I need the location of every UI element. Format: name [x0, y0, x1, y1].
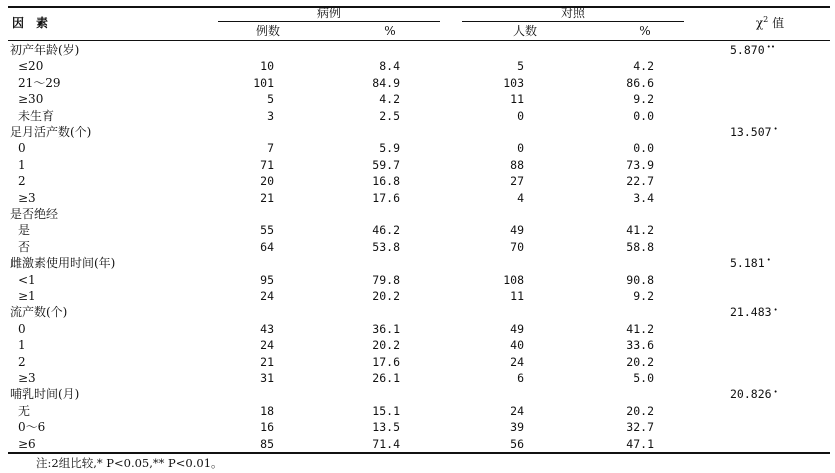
- case-percent: 8.4: [379, 59, 400, 74]
- row-sublabel: 2: [18, 354, 26, 369]
- control-count: 108: [503, 272, 524, 287]
- row-sublabel: 无: [18, 403, 31, 418]
- control-percent: 0.0: [633, 141, 654, 156]
- control-percent: 20.2: [626, 354, 654, 369]
- case-count: 43: [260, 321, 274, 336]
- chi-square-value: [730, 305, 778, 320]
- case-count: 3: [267, 108, 274, 123]
- case-percent: 79.8: [372, 272, 400, 287]
- row-sublabel: 0～6: [18, 420, 46, 435]
- case-count: 24: [260, 289, 274, 303]
- header-control-count: 人数: [512, 24, 537, 38]
- case-count: 101: [253, 75, 274, 90]
- header-control-percent: %: [639, 24, 651, 38]
- case-group-rule: [218, 21, 440, 22]
- case-percent: 84.9: [372, 75, 400, 90]
- case-percent: 13.5: [372, 420, 400, 435]
- case-count: 21: [260, 354, 274, 369]
- header-control: 对照: [560, 6, 585, 20]
- row-sublabel: ≥1: [18, 289, 36, 303]
- row-sublabel: 否: [18, 239, 31, 254]
- control-percent: 0.0: [633, 108, 654, 123]
- row-sublabel: 2: [18, 174, 26, 189]
- control-percent: 9.2: [633, 92, 654, 107]
- case-percent: 16.8: [372, 174, 400, 189]
- control-percent: 47.1: [626, 436, 654, 451]
- control-count: 39: [510, 420, 524, 435]
- row-sublabel: 1: [18, 338, 26, 353]
- row-category: 初产年龄(岁): [10, 43, 80, 57]
- case-percent: 59.7: [372, 157, 400, 172]
- control-count: 40: [510, 338, 524, 353]
- control-percent: 9.2: [633, 289, 654, 303]
- control-percent: 86.6: [626, 75, 654, 90]
- control-count: 56: [510, 436, 524, 451]
- control-percent: 41.2: [626, 223, 654, 238]
- control-percent: 33.6: [626, 338, 654, 353]
- control-count: 24: [510, 354, 524, 369]
- chi-square-value: [730, 387, 778, 402]
- control-group-rule: [462, 21, 684, 22]
- chi-number: 5.870: [730, 43, 765, 57]
- control-count: 24: [510, 403, 524, 418]
- header-rule: [8, 40, 830, 41]
- control-count: 4: [517, 190, 524, 205]
- header-case-percent: %: [384, 24, 396, 38]
- case-percent: 17.6: [372, 190, 400, 205]
- control-count: 49: [510, 223, 524, 238]
- control-percent: 90.8: [626, 272, 654, 287]
- case-count: 20: [260, 174, 274, 189]
- case-count: 95: [260, 272, 274, 287]
- case-count: 71: [260, 157, 274, 172]
- row-category: 流产数(个): [10, 305, 68, 320]
- case-count: 55: [260, 223, 274, 238]
- case-percent: 4.2: [379, 92, 400, 107]
- row-sublabel: 是: [18, 223, 31, 238]
- row-sublabel: 未生育: [18, 108, 55, 123]
- case-count: 16: [260, 420, 274, 435]
- chi-square-value: [730, 256, 771, 271]
- control-percent: 32.7: [626, 420, 654, 435]
- control-count: 6: [517, 371, 524, 385]
- row-sublabel: ≤20: [18, 59, 44, 74]
- case-percent: 15.1: [372, 403, 400, 418]
- row-category: 雌激素使用时间(年): [10, 256, 116, 271]
- header-factor: 因 素: [12, 16, 49, 30]
- case-percent: 2.5: [379, 108, 400, 123]
- chi-square-value: [730, 43, 775, 58]
- control-count: 11: [510, 92, 524, 107]
- control-percent: 5.0: [633, 371, 654, 385]
- case-count: 31: [260, 371, 274, 385]
- control-percent: 3.4: [633, 190, 654, 205]
- chi-symbol: χ: [755, 16, 764, 30]
- case-percent: 46.2: [372, 223, 400, 238]
- control-percent: 4.2: [633, 59, 654, 74]
- row-category: 足月活产数(个): [10, 125, 92, 139]
- chi-number: 21.483: [730, 305, 772, 320]
- row-sublabel: 0: [18, 141, 26, 156]
- case-count: 18: [260, 403, 274, 418]
- case-percent: 53.8: [372, 239, 400, 254]
- row-category: 哺乳时间(月): [10, 387, 80, 402]
- chi-number: 20.826: [730, 387, 772, 402]
- row-sublabel: ≥30: [18, 92, 44, 107]
- significance-mark: •: [773, 305, 778, 314]
- control-percent: 73.9: [626, 157, 654, 172]
- control-count: 103: [503, 75, 524, 90]
- control-count: 5: [517, 59, 524, 74]
- control-percent: 41.2: [626, 321, 654, 336]
- control-percent: 22.7: [626, 174, 654, 189]
- chi-square-value: [730, 125, 778, 140]
- case-count: 21: [260, 190, 274, 205]
- case-percent: 36.1: [372, 321, 400, 336]
- case-count: 5: [267, 92, 274, 107]
- control-count: 70: [510, 239, 524, 254]
- row-sublabel: ≥3: [18, 190, 36, 205]
- row-sublabel: 1: [18, 157, 26, 172]
- chi-tail: 值: [768, 16, 785, 30]
- control-count: 11: [510, 289, 524, 303]
- header-case: 病例: [316, 6, 341, 20]
- chi-number: 13.507: [730, 125, 772, 139]
- case-percent: 71.4: [372, 436, 400, 451]
- control-percent: 58.8: [626, 239, 654, 254]
- table-note: 注:2组比较,* P<0.05,** P<0.01。: [36, 456, 223, 470]
- case-percent: 5.9: [379, 141, 400, 156]
- chi-number: 5.181: [730, 256, 765, 271]
- case-count: 64: [260, 239, 274, 254]
- control-count: 0: [517, 141, 524, 156]
- significance-mark: •: [773, 387, 778, 396]
- bottom-rule: [8, 452, 830, 454]
- control-count: 49: [510, 321, 524, 336]
- row-sublabel: ≥6: [18, 436, 36, 451]
- control-count: 0: [517, 108, 524, 123]
- case-percent: 26.1: [372, 371, 400, 385]
- header-case-count: 例数: [255, 24, 280, 38]
- control-count: 88: [510, 157, 524, 172]
- row-sublabel: <1: [18, 272, 36, 287]
- significance-mark: •: [773, 125, 778, 134]
- significance-mark: •: [766, 256, 771, 265]
- case-count: 85: [260, 436, 274, 451]
- case-percent: 20.2: [372, 289, 400, 303]
- case-count: 24: [260, 338, 274, 353]
- control-count: 27: [510, 174, 524, 189]
- case-percent: 17.6: [372, 354, 400, 369]
- case-percent: 20.2: [372, 338, 400, 353]
- control-percent: 20.2: [626, 403, 654, 418]
- chi-superscript: 2: [763, 15, 769, 24]
- case-count: 10: [260, 59, 274, 74]
- row-category: 是否绝经: [10, 207, 59, 221]
- row-sublabel: 0: [18, 321, 26, 336]
- row-sublabel: 21～29: [18, 75, 61, 90]
- header-chi-square: [715, 16, 825, 31]
- row-sublabel: ≥3: [18, 371, 36, 385]
- significance-mark: ••: [766, 43, 776, 52]
- case-count: 7: [267, 141, 274, 156]
